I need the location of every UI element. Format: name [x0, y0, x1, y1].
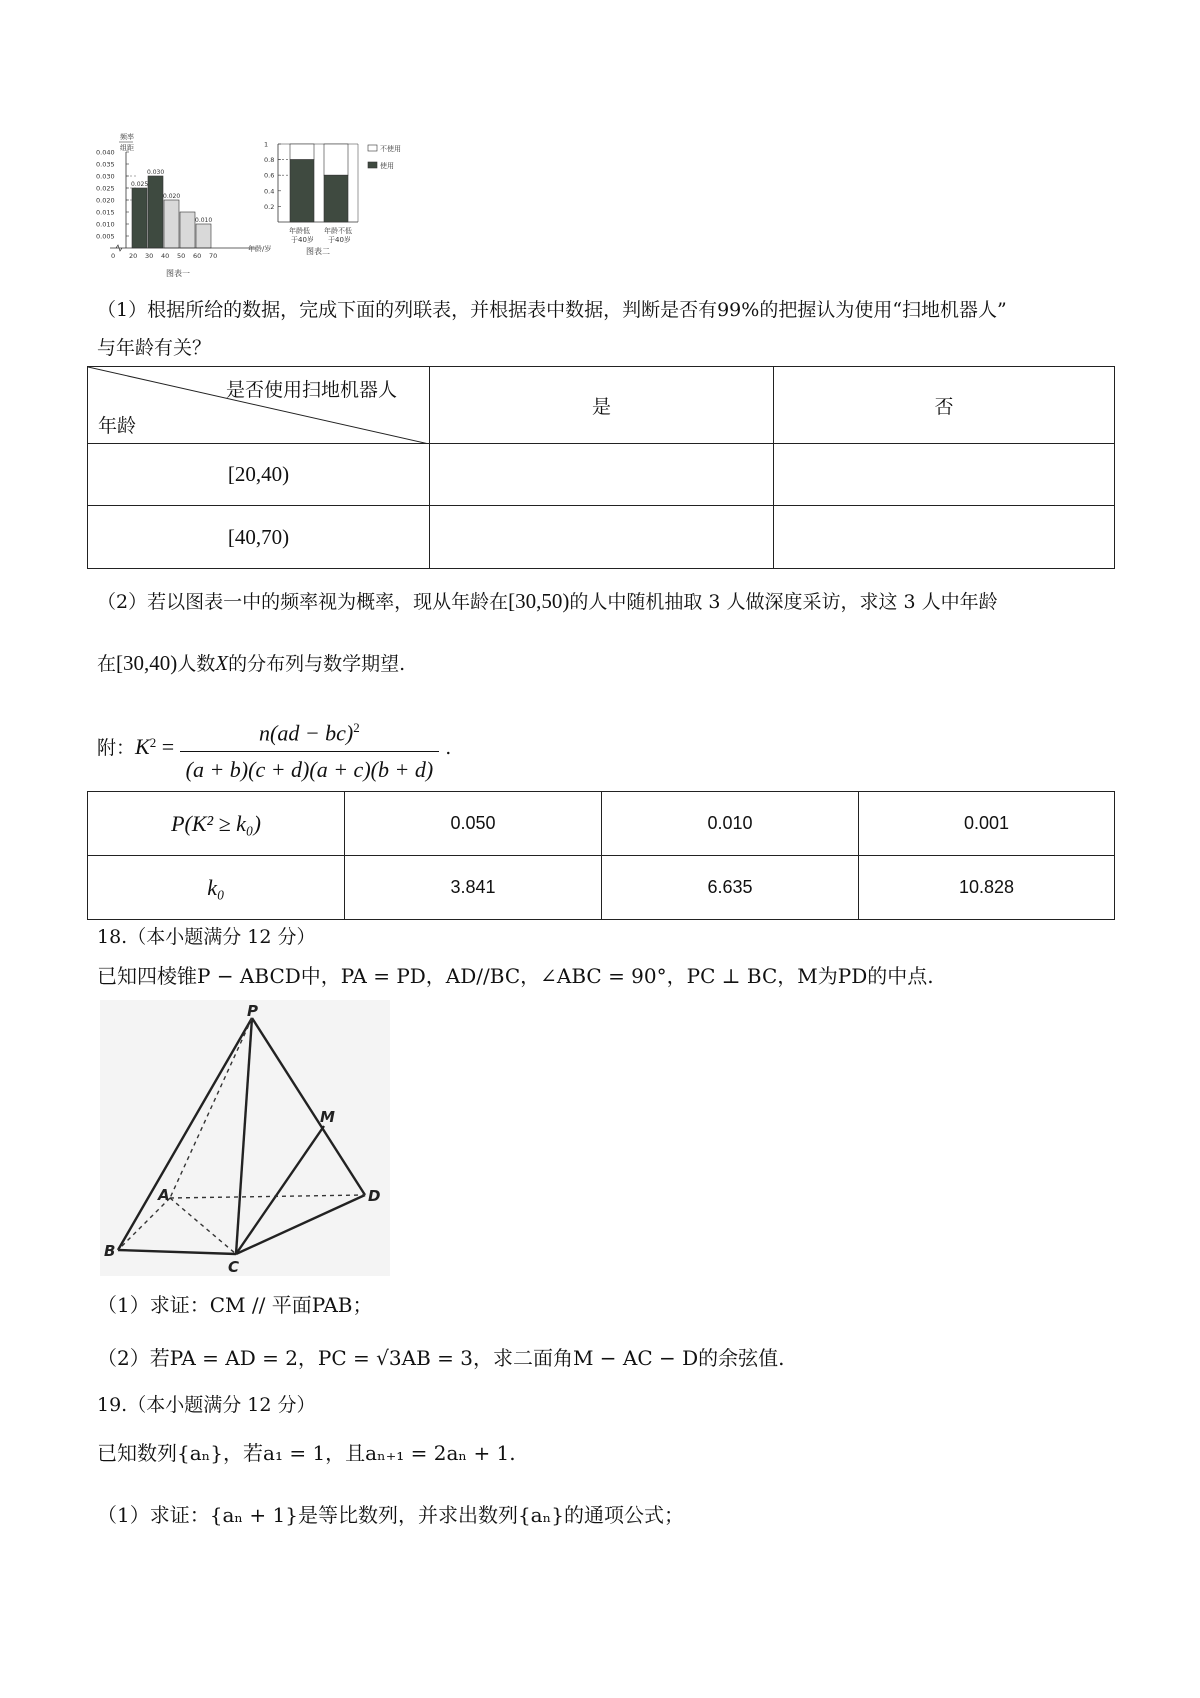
chart1-bar-2 [164, 200, 179, 248]
k-value-3841: 3.841 [345, 856, 602, 920]
k-value-6635: 6.635 [602, 856, 859, 920]
k-table-p-label: P(K² ≥ k₀) [88, 792, 345, 856]
header-yes: 是 [430, 367, 774, 444]
q19-stem: 已知数列{aₙ}，若a₁ = 1，且aₙ₊₁ = 2aₙ + 1. [97, 1441, 516, 1465]
chart2-cat2-line1: 年龄不低 [324, 227, 352, 235]
chart2-ytick-label: 0.4 [264, 187, 275, 196]
label-d: D [368, 1187, 381, 1205]
critical-value-table [87, 791, 1115, 920]
chart2-legend-yes-swatch [368, 162, 377, 168]
chart1-ytick-label: 0.025 [96, 184, 115, 193]
p-value-0050: 0.050 [345, 792, 602, 856]
p-value-0001: 0.001 [859, 792, 1115, 856]
q17-part1-line2: 与年龄有关？ [97, 337, 212, 359]
q18-stem: 已知四棱锥P − ABCD中，PA = PD，AD//BC，∠ABC = 90°，PC ⊥ BC，M为PD的中点. [97, 964, 934, 988]
chart1-xtick-label: 40 [161, 252, 170, 260]
chart2-cat1-line1: 年龄低 [289, 227, 310, 235]
label-a: A [158, 1186, 170, 1204]
cell-20-40-no [774, 444, 1115, 506]
chart1-bar-label: 0.020 [163, 193, 181, 200]
chart1-bar-label: 0.030 [147, 169, 165, 176]
chart1-ytick-label: 0.005 [96, 232, 115, 241]
pyramid-figure [100, 1000, 390, 1276]
chart1-bar-label: 0.025 [131, 181, 149, 188]
label-c: C [228, 1258, 240, 1276]
chart1-xtick-label: 0 [111, 252, 116, 260]
contingency-table [87, 366, 1115, 569]
label-p: P [247, 1002, 258, 1020]
chart1-ytick-label: 0.010 [96, 220, 115, 229]
chart2-bar-use-1 [324, 175, 348, 222]
chart1-caption: 图表一 [166, 269, 190, 278]
chart-usage-proportion [262, 130, 412, 285]
table-diagonal-header [88, 367, 430, 444]
chart2-bar-nouse-0 [290, 144, 314, 160]
chart2-ytick-label: 0.2 [264, 202, 275, 211]
row-age-20-40: [20,40) [88, 444, 430, 506]
chart1-ylabel-top: 频率 [120, 133, 134, 141]
q17-part2-line1: （2）若以图表一中的频率视为概率，现从年龄在[30,50)的人中随机抽取 3 人做深度采访，求这 3 人中年龄 [97, 589, 998, 613]
q19-title: 19.（本小题满分 12 分） [97, 1394, 316, 1416]
chart1-xtick-label: 30 [145, 252, 154, 260]
chart1-bar-3 [180, 212, 195, 248]
chart2-bar-use-0 [290, 160, 314, 222]
cell-20-40-yes [430, 444, 774, 506]
chart1-bar-4 [196, 224, 211, 248]
label-m: M [320, 1108, 335, 1126]
q18-part1: （1）求证：CM // 平面PAB； [97, 1293, 373, 1317]
q18-part2: （2）若PA = AD = 2，PC = √3AB = 3，求二面角M − AC − D的余弦值. [97, 1346, 785, 1370]
chart-frequency-histogram [96, 130, 274, 285]
chart1-ytick-label: 0.020 [96, 196, 115, 205]
k-table-k0-label: k₀ [88, 856, 345, 920]
chart1-xtick-label: 60 [193, 252, 202, 260]
chart1-xlabel: 年龄/岁 [248, 245, 272, 253]
chart1-bar-1 [148, 176, 163, 248]
chart1-bar-label: 0.010 [195, 217, 213, 224]
chart2-caption: 图表二 [306, 247, 330, 256]
k-value-10828: 10.828 [859, 856, 1115, 920]
cell-40-70-yes [430, 506, 774, 569]
chart1-xtick-label: 70 [209, 252, 218, 260]
chart1-bar-0 [132, 188, 147, 248]
header-no: 否 [774, 367, 1115, 444]
row-age-40-70: [40,70) [88, 506, 430, 569]
header-usage-label: 是否使用扫地机器人 [226, 379, 398, 401]
chart2-bar-nouse-1 [324, 144, 348, 175]
chart2-cat2-line2: 于40岁 [328, 236, 351, 244]
chart2-ytick-label: 0.8 [264, 156, 275, 165]
chart2-ytick-label: 1 [264, 140, 269, 149]
chart1-ytick-label: 0.040 [96, 148, 115, 157]
chart1-ylabel-bottom: 组距 [120, 144, 134, 152]
chart2-legend-no: 不使用 [380, 145, 401, 153]
chart1-ytick-label: 0.035 [96, 160, 115, 169]
chart1-ytick-label: 0.015 [96, 208, 115, 217]
chart2-ytick-label: 0.6 [264, 171, 275, 180]
label-b: B [104, 1242, 116, 1260]
q17-part1-line1: （1）根据所给的数据，完成下面的列联表，并根据表中数据，判断是否有99%的把握认为使用“扫地机器人” [97, 299, 1007, 321]
k-squared-formula: 附：$K^2$ = $\frac{n(ad - bc)^2}{(a + b)(c + d)(a + c)(b + d)}$ . [97, 712, 451, 786]
chart1-xtick-label: 50 [177, 252, 186, 260]
q19-part1: （1）求证：{aₙ + 1}是等比数列，并求出数列{aₙ}的通项公式； [97, 1503, 684, 1527]
header-age-label: 年龄 [98, 415, 137, 437]
q17-part2-line2: 在[30,40)人数X的分布列与数学期望. [97, 651, 406, 675]
chart2-legend-yes: 使用 [380, 162, 394, 170]
p-value-0010: 0.010 [602, 792, 859, 856]
chart2-legend-no-swatch [368, 145, 377, 151]
cell-40-70-no [774, 506, 1115, 569]
chart1-ytick-label: 0.030 [96, 172, 115, 181]
chart1-xtick-label: 20 [129, 252, 138, 260]
chart2-cat1-line2: 于40岁 [291, 236, 314, 244]
q18-title: 18.（本小题满分 12 分） [97, 926, 316, 948]
